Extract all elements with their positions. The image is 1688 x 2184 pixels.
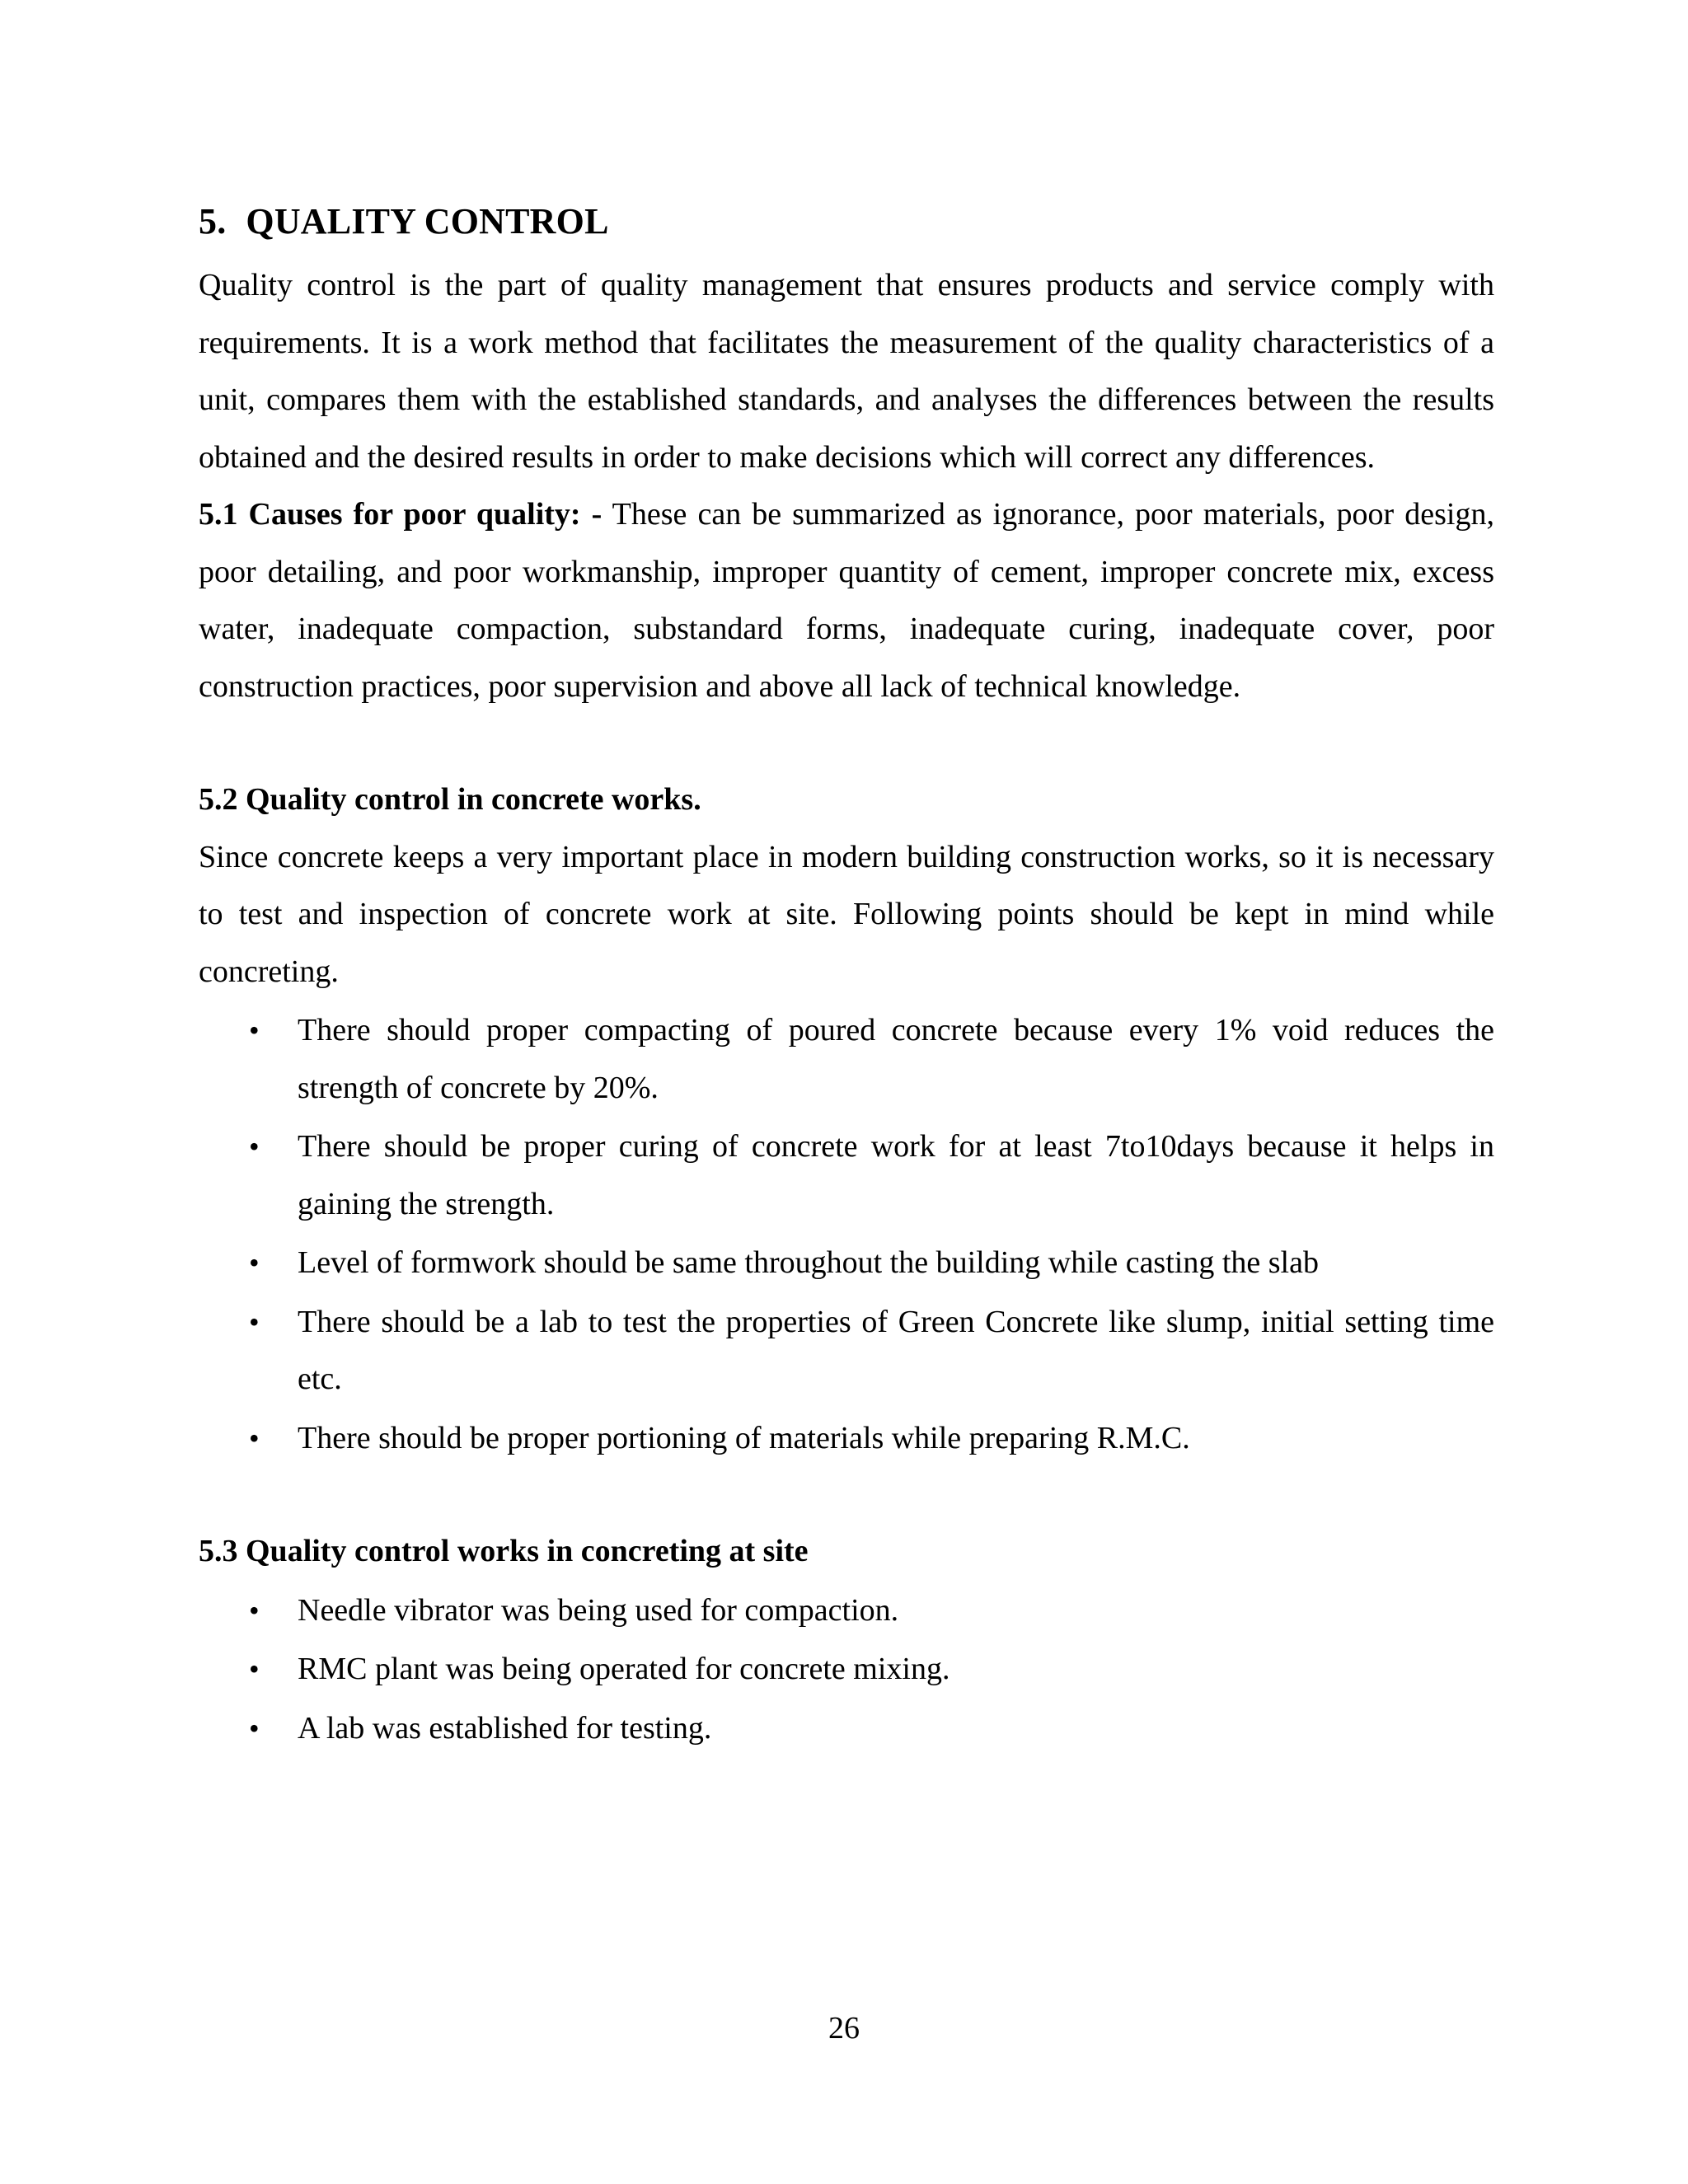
section-spacer xyxy=(199,1467,1494,1523)
page-number: 26 xyxy=(828,2011,860,2046)
list-item-text: RMC plant was being operated for concrete mixing. xyxy=(298,1652,950,1686)
section-5-1-text: These can be summarized as ignorance, poor materials, poor design, poor detailing, and poor workmanship, improper quantity of cement, improper concrete mix, excess water, inadequate compaction, substandard forms, inadequate curing, inadequate cover, poor construction practices, poor supervision and above all lack of technical knowledge. xyxy=(199,497,1494,704)
list-item xyxy=(249,1641,1494,1699)
list-item-text: Level of formwork should be same throughout the building while casting the slab xyxy=(298,1245,1319,1280)
list-item-text: There should be proper curing of concrete work for at least 7to10days because it helps in gaining the strength. xyxy=(298,1129,1494,1221)
section-5-1-label: 5.1 Causes for poor quality: - xyxy=(199,497,603,532)
bullet-icon: • xyxy=(249,1246,260,1279)
chapter-heading xyxy=(199,194,1494,249)
list-item xyxy=(249,1002,1494,1117)
list-item-text: A lab was established for testing. xyxy=(298,1710,712,1746)
section-5-3-bullet-list xyxy=(199,1582,1494,1758)
list-item xyxy=(249,1118,1494,1233)
bullet-icon: • xyxy=(249,1305,260,1338)
list-item xyxy=(249,1410,1494,1468)
bullet-icon: • xyxy=(249,1711,260,1745)
section-5-2-heading: 5.2 Quality control in concrete works. xyxy=(199,782,701,817)
chapter-number: 5. xyxy=(199,201,227,241)
list-item-text: There should proper compacting of poured concrete because every 1% void reduces the strength of concrete by 20%. xyxy=(298,1013,1494,1105)
bullet-icon: • xyxy=(249,1130,260,1163)
list-item-text: There should be proper portioning of materials while preparing R.M.C. xyxy=(298,1420,1190,1455)
intro-paragraph: Quality control is the part of quality management that ensures products and service comply with requirements. It is a work method that facilitates the measurement of the quality characteristics of a unit, compares them with the established standards, and analyses the differences between the results obtained and the desired results in order to make decisions which will correct any differences. xyxy=(199,268,1494,475)
page-content xyxy=(199,194,1494,1757)
list-item-text: There should be a lab to test the properties of Green Concrete like slump, initial setting time etc. xyxy=(298,1304,1494,1396)
chapter-title: QUALITY CONTROL xyxy=(246,201,609,241)
list-item xyxy=(249,1235,1494,1292)
list-item-text: Needle vibrator was being used for compaction. xyxy=(298,1592,899,1628)
section-5-3-heading: 5.3 Quality control works in concreting at site xyxy=(199,1534,809,1568)
section-5-2-bullet-list xyxy=(199,1002,1494,1467)
section-5-1-paragraph xyxy=(199,486,1494,715)
bullet-icon: • xyxy=(249,1421,260,1455)
section-spacer xyxy=(199,715,1494,771)
bullet-icon: • xyxy=(249,1652,260,1685)
bullet-icon: • xyxy=(249,1593,260,1627)
bullet-icon: • xyxy=(249,1014,260,1047)
list-item xyxy=(249,1582,1494,1640)
list-item xyxy=(249,1700,1494,1758)
list-item xyxy=(249,1294,1494,1408)
section-5-2-paragraph: Since concrete keeps a very important place in modern building construction works, so it is necessary to test and inspection of concrete work at site. Following points should be kept in mind while concreting. xyxy=(199,839,1494,989)
